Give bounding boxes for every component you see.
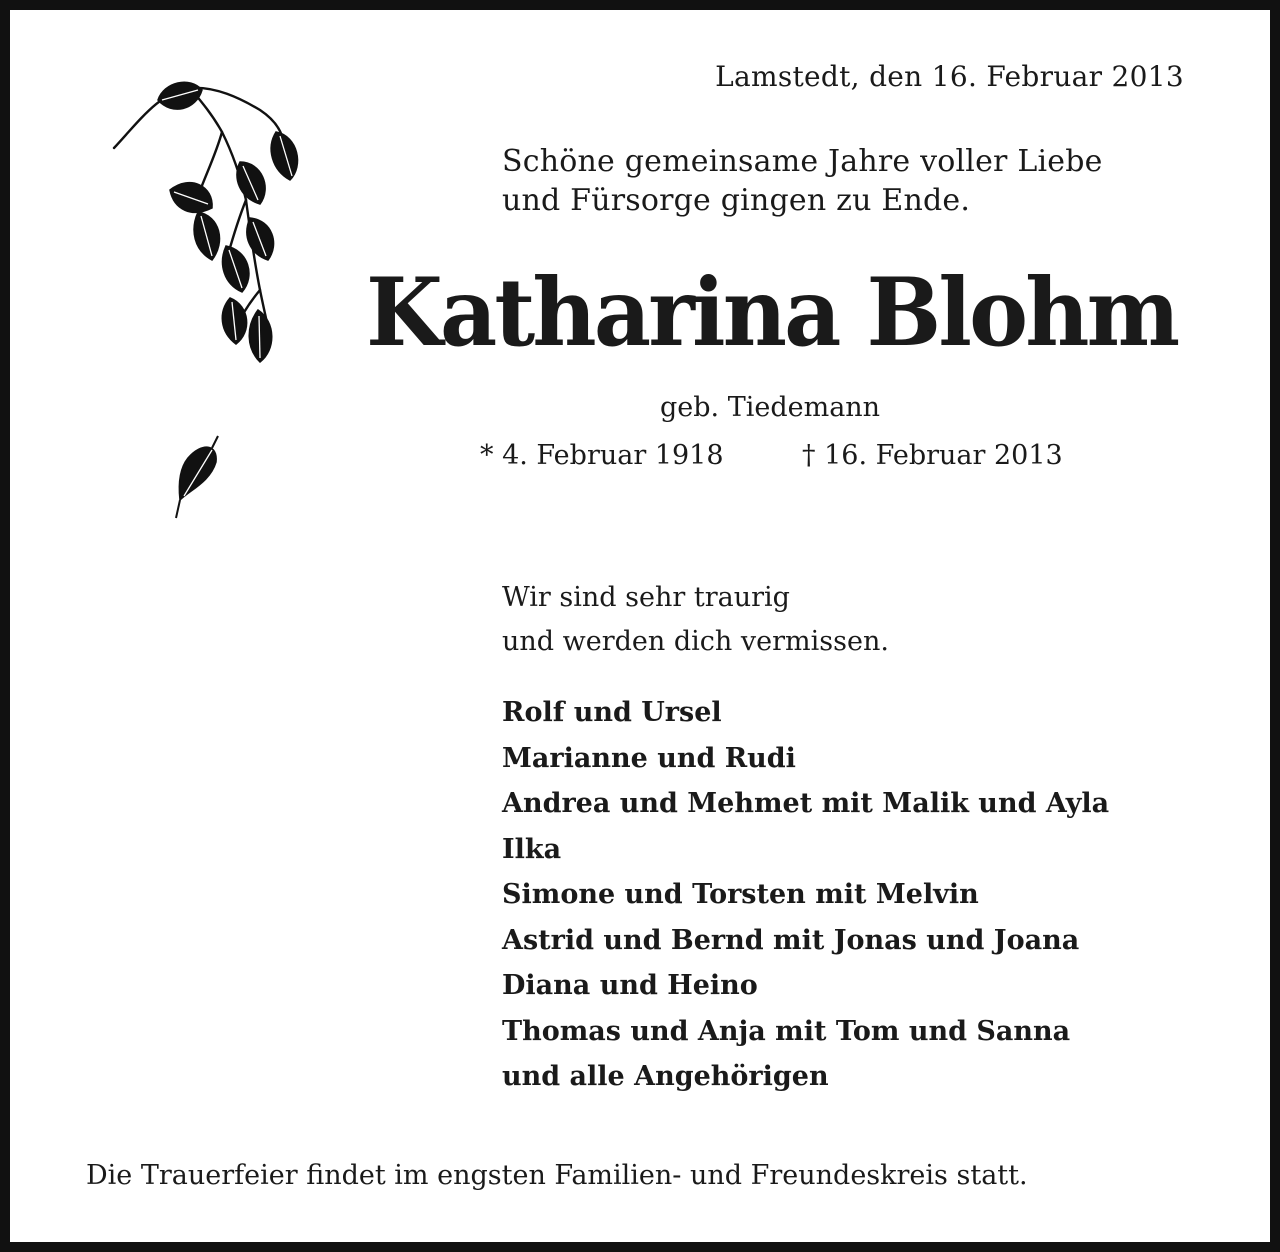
mourner-entry: Diana und Heino <box>502 970 758 1001</box>
maiden-name: geb. Tiedemann <box>660 392 881 423</box>
ceremony-note: Die Trauerfeier findet im engsten Familien- und Freundeskreis statt. <box>86 1160 1028 1191</box>
birth-date: * 4. Februar 1918 <box>480 440 724 471</box>
intro-line: und Fürsorge gingen zu Ende. <box>502 183 971 218</box>
mourners-list <box>502 690 1109 1100</box>
intro-text <box>502 142 1103 220</box>
death-date: † 16. Februar 2013 <box>802 440 1063 471</box>
mourner-entry: Astrid und Bernd mit Jonas und Joana <box>502 924 1080 956</box>
message-line: und werden dich vermissen. <box>502 626 889 657</box>
farewell-message <box>502 576 889 664</box>
mourner-entry: und alle Angehörigen <box>502 1061 829 1092</box>
mourner-entry: Marianne und Rudi <box>502 742 796 774</box>
birch-branch-icon <box>100 70 320 530</box>
deceased-name: Katharina Blohm <box>366 258 1178 368</box>
mourner-entry: Andrea und Mehmet mit Malik und Ayla <box>502 788 1110 819</box>
message-line: Wir sind sehr traurig <box>502 582 790 613</box>
mourner-entry: Ilka <box>502 833 562 865</box>
mourner-entry: Simone und Torsten mit Melvin <box>502 879 979 910</box>
mourner-entry: Rolf und Ursel <box>502 697 722 728</box>
mourner-entry: Thomas und Anja mit Tom und Sanna <box>502 1015 1071 1047</box>
place-date: Lamstedt, den 16. Februar 2013 <box>715 60 1184 93</box>
intro-line: Schöne gemeinsame Jahre voller Liebe <box>502 144 1103 179</box>
